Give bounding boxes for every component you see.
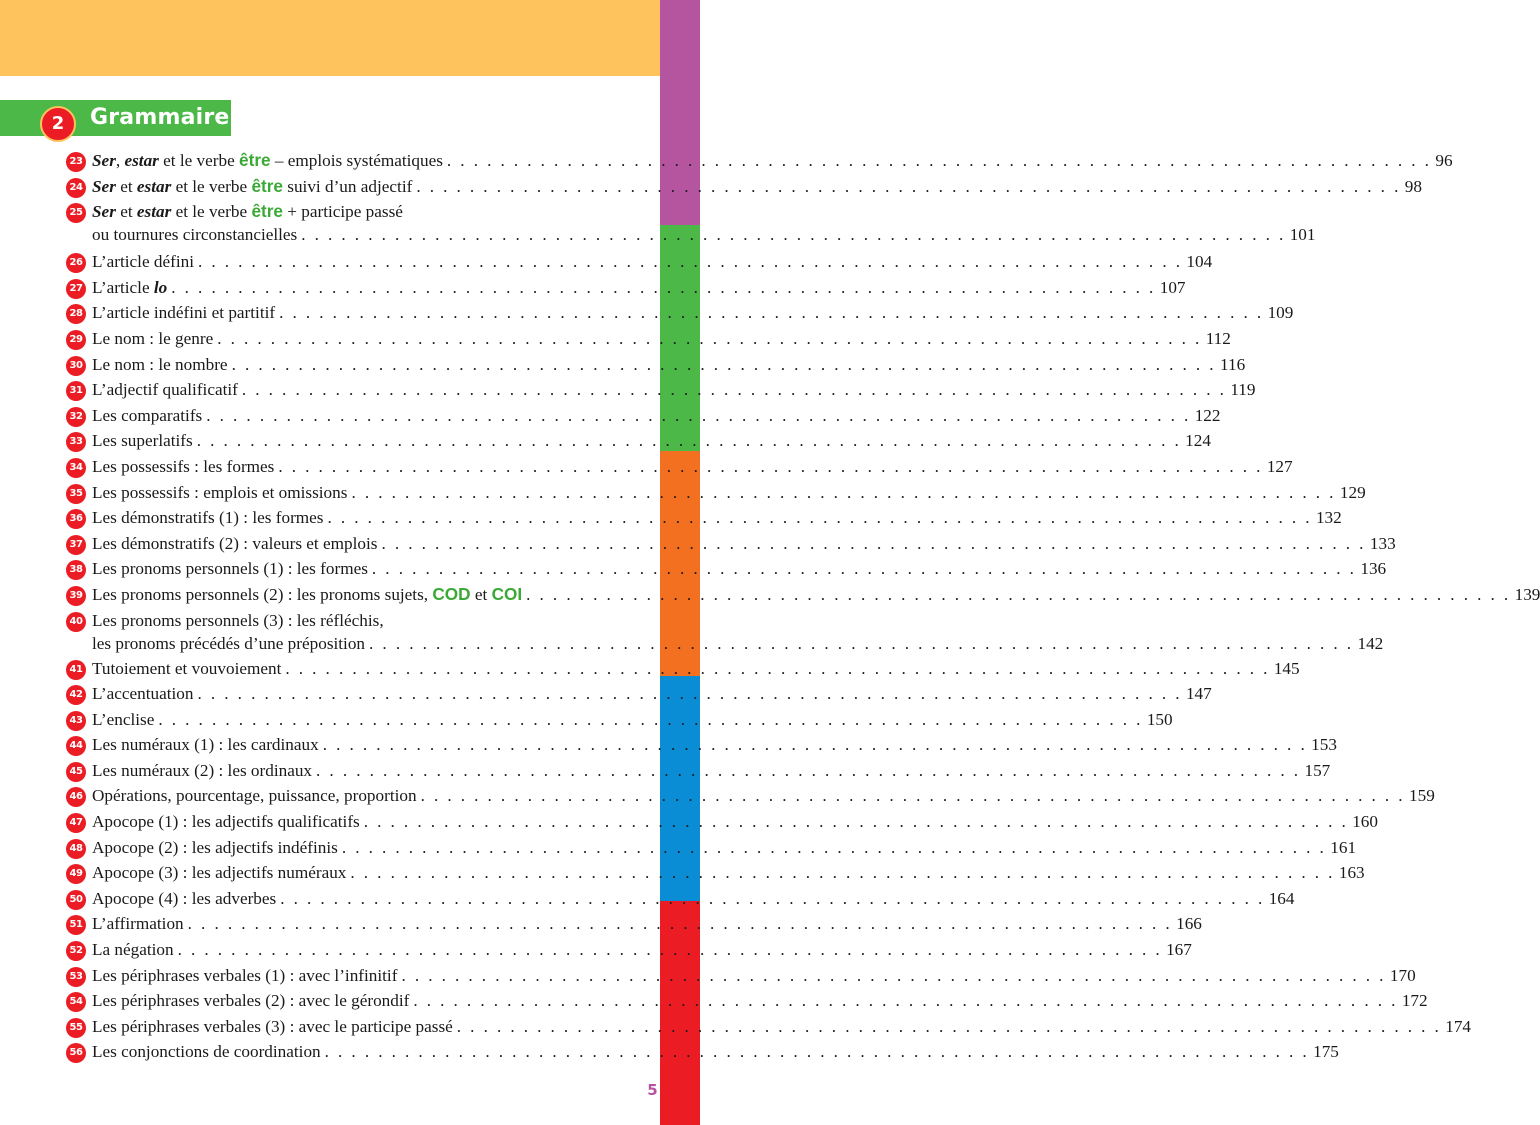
entry-title bbox=[92, 378, 238, 401]
chapter-number-badge: 45 bbox=[66, 762, 86, 782]
entry-page-number: 153 bbox=[1311, 735, 1337, 755]
chapter-number-badge: 24 bbox=[66, 178, 86, 198]
chapter-number-badge: 29 bbox=[66, 330, 86, 350]
entry-line bbox=[92, 276, 1186, 299]
entry-title-segment: L’article indéfini et partitif bbox=[92, 303, 276, 323]
entry-title-segment: – emplois systématiques bbox=[270, 151, 443, 170]
table-of-contents bbox=[66, 149, 1540, 1066]
section-title: Grammaire bbox=[90, 105, 230, 130]
entry-page-number: 136 bbox=[1360, 559, 1387, 579]
entry-line bbox=[92, 250, 1213, 273]
entry-page-number: 159 bbox=[1409, 786, 1435, 806]
entry-title bbox=[92, 938, 174, 961]
toc-entry[interactable] bbox=[66, 989, 1428, 1015]
entry-page-number: 167 bbox=[1166, 940, 1192, 960]
dot-leader: . . . . . . . . . . . . . . . . . . . . . . . . . . . . . . . . . . . . . . . . . . . . . . . . . . . . . . . . . . . . . . . . . . . . . . . . . . bbox=[187, 914, 1173, 934]
toc-entry[interactable] bbox=[66, 378, 1256, 404]
toc-entry[interactable] bbox=[66, 1015, 1472, 1041]
entry-line bbox=[92, 583, 1540, 606]
top-color-band bbox=[0, 0, 660, 76]
entry-line bbox=[92, 557, 1387, 580]
entry-title bbox=[92, 250, 194, 273]
entry-line bbox=[92, 938, 1192, 961]
chapter-number-badge: 33 bbox=[66, 432, 86, 452]
chapter-number-badge: 50 bbox=[66, 890, 86, 910]
entry-page-number: 129 bbox=[1339, 482, 1366, 502]
dot-leader: . . . . . . . . . . . . . . . . . . . . . . . . . . . . . . . . . . . . . . . . . . . . . . . . . . . . . . . . . . . . . . . . . . . . . . . . . . bbox=[301, 225, 1286, 245]
dot-leader: . . . . . . . . . . . . . . . . . . . . . . . . . . . . . . . . . . . . . . . . . . . . . . . . . . . . . . . . . . . . . . . . . . . . . . . . . . bbox=[217, 328, 1202, 348]
chapter-number-badge: 31 bbox=[66, 381, 86, 401]
toc-entry[interactable] bbox=[66, 455, 1293, 481]
entry-title-segment: et bbox=[115, 176, 137, 196]
toc-entry[interactable] bbox=[66, 175, 1422, 201]
dot-leader: . . . . . . . . . . . . . . . . . . . . . . . . . . . . . . . . . . . . . . . . . . . . . . . . . . . . . . . . . . . . . . . . . . . . . . . . . . bbox=[369, 633, 1354, 653]
entry-line bbox=[92, 632, 1384, 655]
entry-title bbox=[92, 632, 365, 655]
toc-entry[interactable] bbox=[66, 149, 1453, 175]
entry-title-segment: Opérations, pourcentage, puissance, proportion bbox=[92, 786, 417, 806]
entry-page-number: 112 bbox=[1205, 328, 1231, 348]
entry-line bbox=[92, 861, 1365, 884]
dot-leader: . . . . . . . . . . . . . . . . . . . . . . . . . . . . . . . . . . . . . . . . . . . . . . . . . . . . . . . . . . . . . . . . . . . . . . . . . . bbox=[446, 151, 1432, 170]
entry-line bbox=[92, 708, 1173, 731]
entry-title-segment: être bbox=[251, 201, 283, 222]
dot-leader: . . . . . . . . . . . . . . . . . . . . . . . . . . . . . . . . . . . . . . . . . . . . . . . . . . . . . . . . . . . . . . . . . . . . . . . . . . bbox=[197, 684, 1182, 704]
dot-leader: . . . . . . . . . . . . . . . . . . . . . . . . . . . . . . . . . . . . . . . . . . . . . . . . . . . . . . . . . . . . . . . . . . . . . . . . . . bbox=[206, 405, 1191, 425]
entry-title-segment: et le verbe bbox=[171, 176, 252, 196]
entry-title-segment: Les périphrases verbales (2) : avec le gérondif bbox=[92, 991, 410, 1011]
toc-entry[interactable] bbox=[66, 481, 1366, 507]
dot-leader: . . . . . . . . . . . . . . . . . . . . . . . . . . . . . . . . . . . . . . . . . . . . . . . . . . . . . . . . . . . . . . . . . . . . . . . . . . bbox=[413, 991, 1398, 1011]
toc-entry[interactable] bbox=[66, 784, 1435, 810]
chapter-number-badge: 32 bbox=[66, 407, 86, 427]
entry-line bbox=[92, 149, 1453, 172]
entry-page-number: 101 bbox=[1289, 225, 1316, 245]
page-number: 5 bbox=[647, 1081, 658, 1099]
entry-title-segment: COD bbox=[432, 583, 471, 604]
dot-leader: . . . . . . . . . . . . . . . . . . . . . . . . . . . . . . . . . . . . . . . . . . . . . . . . . . . . . . . . . . . . . . . . . . . . . . . . . . bbox=[420, 786, 1406, 806]
entry-title-segment: suivi d’un adjectif bbox=[282, 176, 413, 196]
entry-title bbox=[92, 784, 417, 807]
entry-title-segment: L’affirmation bbox=[92, 914, 184, 934]
entry-title-segment: Ser bbox=[92, 176, 116, 196]
dot-leader: . . . . . . . . . . . . . . . . . . . . . . . . . . . . . . . . . . . . . . . . . . . . . . . . . . . . . . . . . . . . . . . . . . . . . . . . . . bbox=[316, 760, 1301, 780]
toc-entry[interactable] bbox=[66, 276, 1186, 302]
entry-title bbox=[92, 327, 213, 350]
entry-title-segment: Apocope (1) : les adjectifs qualificatifs bbox=[92, 812, 360, 832]
entry-page-number: 174 bbox=[1445, 1016, 1472, 1036]
dot-leader: . . . . . . . . . . . . . . . . . . . . . . . . . . . . . . . . . . . . . . . . . . . . . . . . . . . . . . . . . . . . . . . . . . . . . . . . . . bbox=[371, 559, 1357, 579]
entry-title-segment: Apocope (4) : les adverbes bbox=[92, 888, 277, 908]
entry-title bbox=[92, 276, 167, 299]
entry-line bbox=[92, 759, 1331, 782]
entry-title-first-line bbox=[92, 200, 610, 223]
toc-entry[interactable] bbox=[66, 609, 1384, 657]
entry-page-number: 163 bbox=[1338, 863, 1365, 883]
entry-page-number: 119 bbox=[1230, 380, 1256, 400]
entry-title-segment: Les comparatifs bbox=[92, 405, 203, 425]
dot-leader: . . . . . . . . . . . . . . . . . . . . . . . . . . . . . . . . . . . . . . . . . . . . . . . . . . . . . . . . . . . . . . . . . . . . . . . . . . bbox=[279, 303, 1264, 323]
entry-page-number: 116 bbox=[1220, 354, 1246, 374]
chapter-number-badge: 44 bbox=[66, 736, 86, 756]
entry-title-segment: être bbox=[251, 175, 283, 196]
entry-title-segment: Les démonstratifs (1) : les formes bbox=[92, 508, 324, 528]
toc-entry[interactable] bbox=[66, 708, 1173, 734]
entry-page-number: 98 bbox=[1404, 176, 1422, 196]
dot-leader: . . . . . . . . . . . . . . . . . . . . . . . . . . . . . . . . . . . . . . . . . . . . . . . . . . . . . . . . . . . . . . . . . . . . . . . . . . bbox=[327, 508, 1312, 528]
toc-entry[interactable] bbox=[66, 429, 1211, 455]
entry-title-segment: Tutoiement et vouvoiement bbox=[92, 658, 282, 678]
entry-line bbox=[92, 887, 1295, 910]
dot-leader: . . . . . . . . . . . . . . . . . . . . . . . . . . . . . . . . . . . . . . . . . . . . . . . . . . . . . . . . . . . . . . . . . . . . . . . . . . bbox=[241, 380, 1227, 400]
entry-title bbox=[92, 557, 368, 580]
toc-entry[interactable] bbox=[66, 532, 1396, 558]
chapter-number-badge: 37 bbox=[66, 535, 86, 555]
dot-leader: . . . . . . . . . . . . . . . . . . . . . . . . . . . . . . . . . . . . . . . . . . . . . . . . . . . . . . . . . . . . . . . . . . . . . . . . . . bbox=[177, 940, 1163, 960]
entry-line bbox=[92, 404, 1221, 427]
chapter-number-badge: 40 bbox=[66, 612, 86, 632]
entry-page-number: 145 bbox=[1273, 658, 1300, 678]
entry-line bbox=[92, 455, 1293, 478]
dot-leader: . . . . . . . . . . . . . . . . . . . . . . . . . . . . . . . . . . . . . . . . . . . . . . . . . . . . . . . . . . . . . . . . . . . . . . . . . . bbox=[231, 354, 1217, 374]
entry-page-number: 109 bbox=[1267, 303, 1294, 323]
entry-line bbox=[92, 223, 1316, 246]
chapter-number-badge: 48 bbox=[66, 839, 86, 859]
toc-entry[interactable] bbox=[66, 759, 1331, 785]
toc-entry[interactable] bbox=[66, 682, 1212, 708]
chapter-number-badge: 35 bbox=[66, 484, 86, 504]
entry-title-segment: et le verbe bbox=[171, 202, 252, 222]
entry-title-segment: estar bbox=[136, 202, 172, 222]
dot-leader: . . . . . . . . . . . . . . . . . . . . . . . . . . . . . . . . . . . . . . . . . . . . . . . . . . . . . . . . . . . . . . . . . . . . . . . . . . bbox=[526, 584, 1511, 604]
entry-title bbox=[92, 429, 193, 452]
dot-leader: . . . . . . . . . . . . . . . . . . . . . . . . . . . . . . . . . . . . . . . . . . . . . . . . . . . . . . . . . . . . . . . . . . . . . . . . . . bbox=[351, 482, 1336, 502]
entry-title-segment: L’article bbox=[92, 277, 154, 297]
entry-title-segment: Les possessifs : emplois et omissions bbox=[92, 482, 348, 502]
entry-title bbox=[92, 887, 276, 910]
entry-title bbox=[92, 175, 412, 198]
dot-leader: . . . . . . . . . . . . . . . . . . . . . . . . . . . . . . . . . . . . . . . . . . . . . . . . . . . . . . . . . . . . . . . . . . . . . . . . . . bbox=[363, 812, 1349, 832]
entry-title bbox=[92, 836, 338, 859]
dot-leader: . . . . . . . . . . . . . . . . . . . . . . . . . . . . . . . . . . . . . . . . . . . . . . . . . . . . . . . . . . . . . . . . . . . . . . . . . . bbox=[324, 1042, 1310, 1062]
toc-entry[interactable] bbox=[66, 583, 1540, 609]
chapter-number-badge: 23 bbox=[66, 152, 86, 172]
toc-entry[interactable] bbox=[66, 912, 1202, 938]
entry-page-number: 142 bbox=[1357, 633, 1384, 653]
chapter-number-badge: 47 bbox=[66, 813, 86, 833]
toc-entry[interactable] bbox=[66, 964, 1416, 990]
entry-title-segment: Les démonstratifs (2) : valeurs et emplois bbox=[92, 533, 378, 553]
dot-leader: . . . . . . . . . . . . . . . . . . . . . . . . . . . . . . . . . . . . . . . . . . . . . . . . . . . . . . . . . . . . . . . . . . . . . . . . . . bbox=[322, 735, 1308, 755]
chapter-number-badge: 51 bbox=[66, 915, 86, 935]
entry-title-segment: être bbox=[239, 150, 271, 170]
toc-entry[interactable] bbox=[66, 836, 1357, 862]
entry-title bbox=[92, 583, 522, 606]
entry-page-number: 161 bbox=[1330, 837, 1357, 857]
entry-title-segment: Le nom : le nombre bbox=[92, 354, 228, 374]
entry-title-segment: Les pronoms personnels (1) : les formes bbox=[92, 559, 368, 579]
entry-title bbox=[92, 1040, 321, 1063]
entry-line bbox=[92, 682, 1212, 705]
dot-leader: . . . . . . . . . . . . . . . . . . . . . . . . . . . . . . . . . . . . . . . . . . . . . . . . . . . . . . . . . . . . . . . . . . . . . . . . . . bbox=[285, 658, 1270, 678]
toc-entry[interactable] bbox=[66, 200, 1316, 250]
entry-title-segment: lo bbox=[153, 277, 168, 297]
entry-line bbox=[92, 429, 1211, 452]
entry-page-number: 104 bbox=[1186, 252, 1213, 272]
entry-title-segment: L’accentuation bbox=[92, 684, 194, 704]
entry-line bbox=[92, 836, 1357, 859]
entry-title-segment: , bbox=[115, 151, 125, 170]
entry-title bbox=[92, 989, 409, 1012]
dot-leader: . . . . . . . . . . . . . . . . . . . . . . . . . . . . . . . . . . . . . . . . . . . . . . . . . . . . . . . . . . . . . . . . . . . . . . . . . . bbox=[278, 456, 1263, 476]
dot-leader: . . . . . . . . . . . . . . . . . . . . . . . . . . . . . . . . . . . . . . . . . . . . . . . . . . . . . . . . . . . . . . . . . . . . . . . . . . bbox=[456, 1016, 1442, 1036]
chapter-number-badge: 42 bbox=[66, 685, 86, 705]
dot-leader: . . . . . . . . . . . . . . . . . . . . . . . . . . . . . . . . . . . . . . . . . . . . . . . . . . . . . . . . . . . . . . . . . . . . . . . . . . bbox=[381, 533, 1366, 553]
toc-entry[interactable] bbox=[66, 250, 1213, 276]
entry-line bbox=[92, 378, 1256, 401]
chapter-number-badge: 27 bbox=[66, 279, 86, 299]
entry-line bbox=[92, 964, 1416, 987]
entry-page-number: 132 bbox=[1315, 508, 1342, 528]
dot-leader: . . . . . . . . . . . . . . . . . . . . . . . . . . . . . . . . . . . . . . . . . . . . . . . . . . . . . . . . . . . . . . . . . . . . . . . . . . bbox=[197, 252, 1183, 272]
chapter-number-badge: 55 bbox=[66, 1018, 86, 1038]
toc-entry[interactable] bbox=[66, 301, 1294, 327]
entry-line bbox=[92, 810, 1378, 833]
entry-title bbox=[92, 149, 443, 172]
entry-title-segment: les pronoms précédés d’une préposition bbox=[92, 633, 366, 653]
entry-title bbox=[92, 455, 274, 478]
entry-line bbox=[92, 175, 1422, 198]
toc-entry[interactable] bbox=[66, 1040, 1339, 1066]
toc-entry[interactable] bbox=[66, 327, 1231, 353]
entry-title bbox=[92, 861, 346, 884]
entry-title-segment: Les numéraux (1) : les cardinaux bbox=[92, 735, 319, 755]
entry-page-number: 147 bbox=[1185, 684, 1212, 704]
toc-entry[interactable] bbox=[66, 506, 1342, 532]
entry-page-number: 175 bbox=[1313, 1042, 1339, 1062]
entry-line bbox=[92, 1040, 1339, 1063]
entry-title-first-line bbox=[92, 609, 610, 632]
dot-leader: . . . . . . . . . . . . . . . . . . . . . . . . . . . . . . . . . . . . . . . . . . . . . . . . . . . . . . . . . . . . . . . . . . . . . . . . . . bbox=[196, 431, 1182, 451]
entry-page-number: 150 bbox=[1146, 709, 1173, 729]
entry-title-segment: Les périphrases verbales (3) : avec le participe passé bbox=[92, 1016, 453, 1036]
entry-line bbox=[92, 1015, 1472, 1038]
entry-line bbox=[92, 301, 1294, 324]
entry-title-segment: Les numéraux (2) : les ordinaux bbox=[92, 760, 313, 780]
entry-title-segment: estar bbox=[136, 176, 172, 196]
entry-title-segment: Les superlatifs bbox=[92, 431, 193, 451]
chapter-number-badge: 49 bbox=[66, 864, 86, 884]
chapter-number-badge: 36 bbox=[66, 509, 86, 529]
entry-title-segment: Ser bbox=[92, 202, 116, 222]
toc-entry[interactable] bbox=[66, 887, 1295, 913]
entry-title-segment: Les conjonctions de coordination bbox=[92, 1042, 321, 1062]
chapter-number-badge: 54 bbox=[66, 992, 86, 1012]
entry-line bbox=[92, 733, 1337, 756]
toc-entry[interactable] bbox=[66, 657, 1300, 683]
dot-leader: . . . . . . . . . . . . . . . . . . . . . . . . . . . . . . . . . . . . . . . . . . . . . . . . . . . . . . . . . . . . . . . . . . . . . . . . . . bbox=[280, 888, 1265, 908]
entry-title bbox=[92, 759, 312, 782]
entry-title bbox=[92, 733, 319, 756]
entry-title-segment: L’enclise bbox=[92, 709, 155, 729]
entry-title bbox=[92, 353, 228, 376]
entry-title bbox=[92, 708, 154, 731]
entry-title bbox=[92, 810, 360, 833]
dot-leader: . . . . . . . . . . . . . . . . . . . . . . . . . . . . . . . . . . . . . . . . . . . . . . . . . . . . . . . . . . . . . . . . . . . . . . . . . . bbox=[350, 863, 1335, 883]
chapter-number-badge: 28 bbox=[66, 304, 86, 324]
entry-line bbox=[92, 481, 1366, 504]
entry-page-number: 96 bbox=[1435, 151, 1453, 170]
toc-entry[interactable] bbox=[66, 733, 1337, 759]
entry-page-number: 160 bbox=[1352, 812, 1378, 832]
chapter-number-badge: 41 bbox=[66, 660, 86, 680]
entry-title-segment: L’article défini bbox=[92, 252, 194, 272]
entry-title bbox=[92, 481, 347, 504]
entry-title bbox=[92, 1015, 453, 1038]
entry-page-number: 164 bbox=[1268, 888, 1295, 908]
entry-title-segment: + participe passé bbox=[282, 202, 403, 222]
dot-leader: . . . . . . . . . . . . . . . . . . . . . . . . . . . . . . . . . . . . . . . . . . . . . . . . . . . . . . . . . . . . . . . . . . . . . . . . . . bbox=[158, 709, 1143, 729]
toc-entry[interactable] bbox=[66, 938, 1192, 964]
entry-line bbox=[92, 657, 1300, 680]
chapter-number-badge: 26 bbox=[66, 253, 86, 273]
chapter-number-badge: 38 bbox=[66, 560, 86, 580]
entry-title bbox=[92, 657, 281, 680]
chapter-number-badge: 52 bbox=[66, 941, 86, 961]
entry-title-segment: et bbox=[115, 202, 137, 222]
entry-line bbox=[92, 353, 1246, 376]
entry-title bbox=[92, 506, 324, 529]
chapter-number-badge: 25 bbox=[66, 203, 86, 223]
entry-page-number: 122 bbox=[1194, 405, 1221, 425]
entry-page-number: 157 bbox=[1304, 760, 1331, 780]
entry-title-segment: et le verbe bbox=[158, 151, 240, 170]
entry-page-number: 133 bbox=[1369, 533, 1396, 553]
entry-title-segment: estar bbox=[124, 151, 159, 170]
dot-leader: . . . . . . . . . . . . . . . . . . . . . . . . . . . . . . . . . . . . . . . . . . . . . . . . . . . . . . . . . . . . . . . . . . . . . . . . . . bbox=[416, 176, 1401, 196]
chapter-number-badge: 30 bbox=[66, 356, 86, 376]
toc-entry[interactable] bbox=[66, 557, 1387, 583]
entry-title-segment: Apocope (3) : les adjectifs numéraux bbox=[92, 863, 347, 883]
entry-title-segment: L’adjectif qualificatif bbox=[92, 380, 238, 400]
entry-title-segment: COI bbox=[491, 583, 523, 604]
dot-leader: . . . . . . . . . . . . . . . . . . . . . . . . . . . . . . . . . . . . . . . . . . . . . . . . . . . . . . . . . . . . . . . . . . . . . . . . . . bbox=[401, 965, 1386, 985]
chapter-number-badge: 43 bbox=[66, 711, 86, 731]
entry-page-number: 124 bbox=[1185, 431, 1211, 451]
entry-title bbox=[92, 404, 202, 427]
entry-title bbox=[92, 682, 194, 705]
dot-leader: . . . . . . . . . . . . . . . . . . . . . . . . . . . . . . . . . . . . . . . . . . . . . . . . . . . . . . . . . . . . . . . . . . . . . . . . . . bbox=[171, 277, 1156, 297]
entry-page-number: 107 bbox=[1159, 277, 1186, 297]
entry-title bbox=[92, 964, 397, 987]
entry-line bbox=[92, 532, 1396, 555]
entry-page-number: 127 bbox=[1266, 456, 1293, 476]
chapter-number-badge: 39 bbox=[66, 586, 86, 606]
entry-page-number: 170 bbox=[1389, 965, 1416, 985]
entry-title bbox=[92, 301, 275, 324]
chapter-number-badge: 53 bbox=[66, 967, 86, 987]
chapter-number-badge: 46 bbox=[66, 787, 86, 807]
entry-title bbox=[92, 223, 297, 246]
chapter-number-badge: 34 bbox=[66, 458, 86, 478]
entry-page-number: 172 bbox=[1401, 991, 1428, 1011]
entry-title-segment: La négation bbox=[92, 940, 174, 960]
entry-title-segment: Ser bbox=[92, 151, 116, 170]
entry-title-segment: Les pronoms personnels (2) : les pronoms sujets, bbox=[92, 584, 433, 604]
entry-line bbox=[92, 912, 1202, 935]
entry-title-segment: Les périphrases verbales (1) : avec l’infinitif bbox=[92, 965, 398, 985]
entry-page-number: 166 bbox=[1176, 914, 1202, 934]
chapter-number-badge: 56 bbox=[66, 1043, 86, 1063]
entry-line bbox=[92, 327, 1231, 350]
entry-title bbox=[92, 532, 377, 555]
toc-entry[interactable] bbox=[66, 861, 1365, 887]
entry-title bbox=[92, 912, 184, 935]
section-number-badge: 2 bbox=[40, 106, 76, 142]
entry-title-segment: ou tournures circonstancielles bbox=[92, 225, 298, 245]
entry-line bbox=[92, 989, 1428, 1012]
entry-title-segment: Les pronoms personnels (3) : les réfléchis, bbox=[92, 610, 384, 630]
entry-title-segment: Le nom : le genre bbox=[92, 328, 214, 348]
toc-entry[interactable] bbox=[66, 353, 1246, 379]
entry-title-segment: Les possessifs : les formes bbox=[92, 456, 275, 476]
entry-line bbox=[92, 506, 1342, 529]
entry-title-segment: et bbox=[470, 584, 492, 604]
dot-leader: . . . . . . . . . . . . . . . . . . . . . . . . . . . . . . . . . . . . . . . . . . . . . . . . . . . . . . . . . . . . . . . . . . . . . . . . . . bbox=[341, 837, 1327, 857]
entry-page-number: 139 bbox=[1514, 584, 1540, 604]
toc-entry[interactable] bbox=[66, 810, 1378, 836]
entry-title-segment: Apocope (2) : les adjectifs indéfinis bbox=[92, 837, 338, 857]
toc-entry[interactable] bbox=[66, 404, 1221, 430]
entry-line bbox=[92, 784, 1435, 807]
